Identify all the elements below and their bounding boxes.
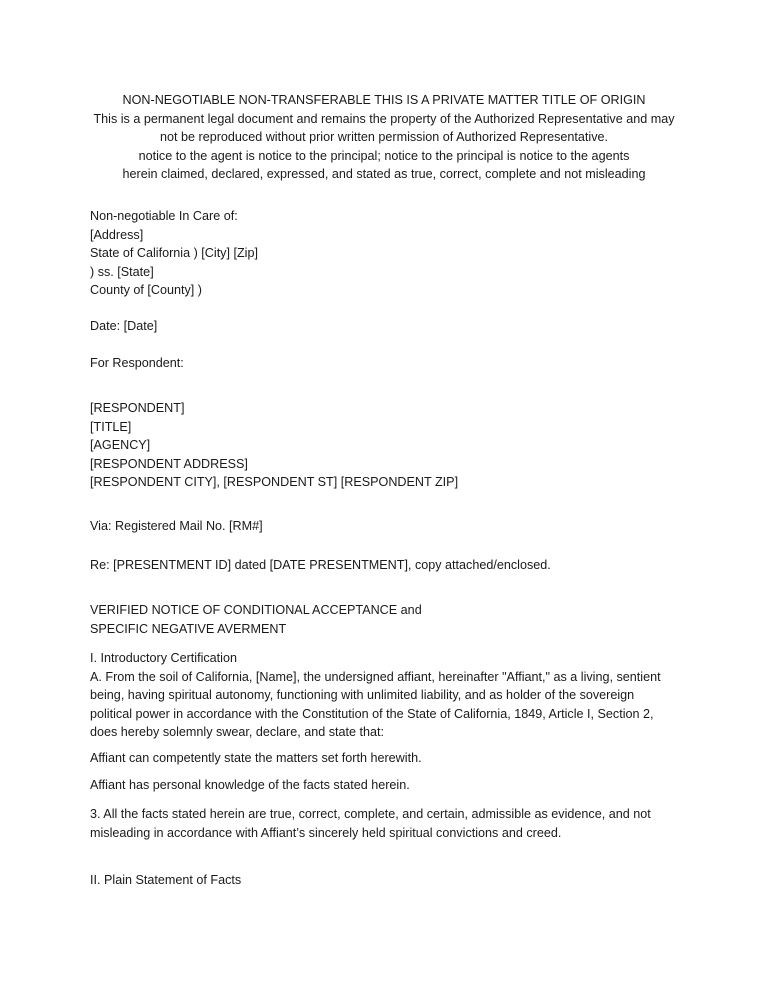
section-1-para-a-line-3: political power in accordance with the Constitution of the State of California, 1849, Article I, Section 2, bbox=[90, 706, 654, 721]
via-text: Via: Registered Mail No. [RM#] bbox=[90, 519, 263, 533]
section-1 bbox=[90, 649, 690, 742]
re-line bbox=[90, 556, 690, 575]
respondent-line-3: [AGENCY] bbox=[90, 438, 151, 453]
header-line-3: not be reproduced without prior written permission of Authorized Representative. bbox=[159, 130, 609, 145]
respondent-line-2: [TITLE] bbox=[90, 419, 132, 434]
date-line bbox=[90, 317, 690, 336]
address-line-4: ) ss. [State] bbox=[90, 264, 154, 279]
section-1-item-2-text: Affiant has personal knowledge of the facts stated herein. bbox=[90, 778, 410, 792]
respondent-line-4: [RESPONDENT ADDRESS] bbox=[90, 456, 248, 471]
section-1-para-a-line-1: A. From the soil of California, [Name], the undersigned affiant, hereinafter "Affiant," as a living, sentient bbox=[90, 669, 661, 684]
for-respondent-text: For Respondent: bbox=[90, 356, 184, 370]
section-1-para-a-line-4: does hereby solemnly swear, declare, and state that: bbox=[90, 725, 385, 740]
section-1-item-3 bbox=[90, 805, 690, 842]
notice-title-line-2: SPECIFIC NEGATIVE AVERMENT bbox=[90, 621, 287, 636]
header-line-4: notice to the agent is notice to the principal; notice to the principal is notice to the agents bbox=[138, 148, 630, 163]
header-line-2: This is a permanent legal document and remains the property of the Authorized Representative and may bbox=[93, 111, 675, 126]
address-line-1: Non-negotiable In Care of: bbox=[90, 209, 238, 223]
notice-title bbox=[90, 601, 690, 638]
via-line bbox=[90, 517, 690, 536]
address-line-3: State of California ) [City] [Zip] bbox=[90, 246, 258, 261]
header-line-1: NON-NEGOTIABLE NON-TRANSFERABLE THIS IS A PRIVATE MATTER TITLE OF ORIGIN bbox=[122, 93, 646, 107]
section-1-heading: I. Introductory Certification bbox=[90, 651, 237, 665]
respondent-block bbox=[90, 399, 690, 492]
section-2-heading: II. Plain Statement of Facts bbox=[90, 873, 242, 887]
re-text: Re: [PRESENTMENT ID] dated [DATE PRESENTMENT], copy attached/enclosed. bbox=[90, 558, 551, 572]
notice-title-line-1: VERIFIED NOTICE OF CONDITIONAL ACCEPTANCE and bbox=[90, 603, 422, 617]
section-1-para-a-line-2: being, having spiritual autonomy, functioning with unlimited liability, and as holder of the sovereign bbox=[90, 688, 635, 703]
header-line-5: herein claimed, declared, expressed, and stated as true, correct, complete and not misleading bbox=[122, 167, 646, 182]
section-1-item-3-line-1: 3. All the facts stated herein are true, correct, complete, and certain, admissible as evidence, and not bbox=[90, 807, 651, 821]
section-2 bbox=[90, 871, 690, 890]
section-1-item-1 bbox=[90, 749, 690, 768]
address-line-5: County of [County] ) bbox=[90, 283, 202, 298]
respondent-line-5: [RESPONDENT CITY], [RESPONDENT ST] [RESPONDENT ZIP] bbox=[90, 475, 459, 490]
respondent-line-1: [RESPONDENT] bbox=[90, 401, 185, 415]
section-1-item-1-text: Affiant can competently state the matters set forth herewith. bbox=[90, 751, 422, 765]
for-respondent-line bbox=[90, 354, 690, 373]
address-block bbox=[90, 207, 690, 300]
section-1-item-2 bbox=[90, 776, 690, 795]
document-header bbox=[60, 91, 708, 184]
address-line-2: [Address] bbox=[90, 227, 144, 242]
date-text: Date: [Date] bbox=[90, 319, 158, 333]
section-1-item-3-line-2: misleading in accordance with Affiant’s sincerely held spiritual convictions and creed. bbox=[90, 825, 562, 840]
